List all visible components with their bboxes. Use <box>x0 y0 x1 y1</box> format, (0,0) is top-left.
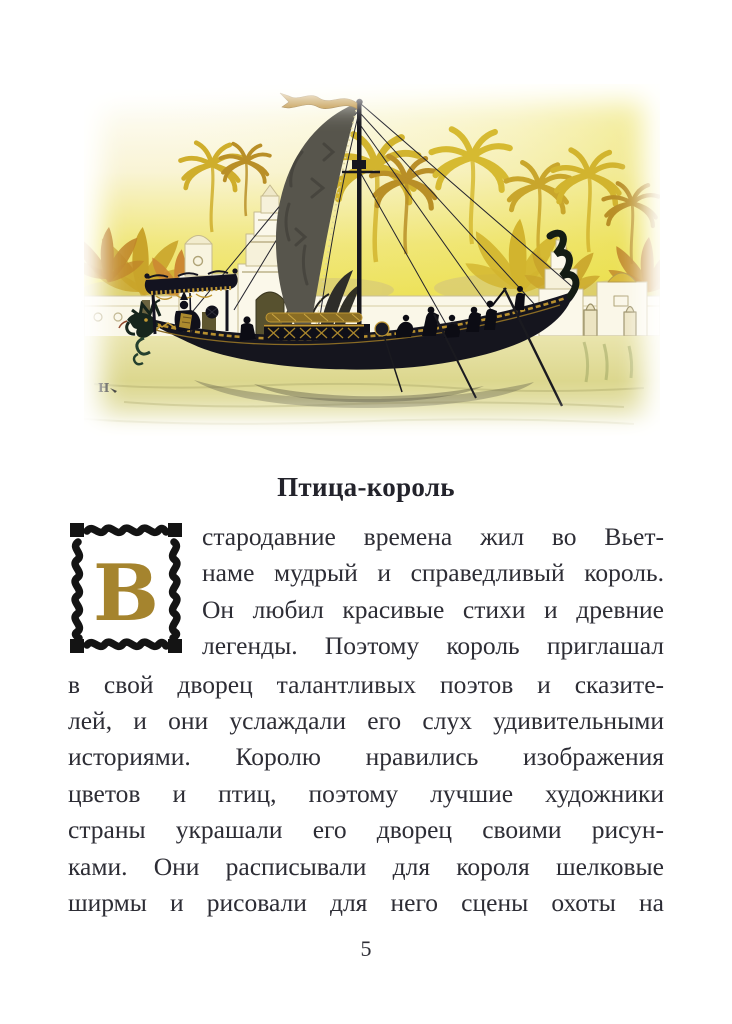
text-line: в свой дворец талантливых поэтов и сказите- <box>68 669 664 699</box>
text-line: лей, и они услаждали его слух удивительными <box>68 705 664 735</box>
text-line: Он любил красивые стихи и древние <box>202 594 664 624</box>
text-line: цветов и птиц, поэтому лучшие художники <box>68 778 664 808</box>
text-line: историями. Королю нравились изображения <box>68 742 664 772</box>
body-text <box>68 519 664 921</box>
svg-text:Н: Н <box>98 381 110 395</box>
drop-cap <box>68 521 184 655</box>
paragraph-lines-beside-dropcap <box>202 519 664 665</box>
drum <box>375 322 389 336</box>
text-line: стародавние времена жил во Вьет- <box>202 522 664 551</box>
text-line: наме мудрый и справедливый король. <box>202 558 664 588</box>
text-line: легенды. Поэтому король приглашал <box>202 631 664 661</box>
boat-illustration <box>84 84 660 436</box>
paragraph-lines-full-width <box>68 667 664 922</box>
text-line: страны украшали его дворец своими рисун- <box>68 815 664 845</box>
text-line: ками. Они расписывали для короля шелковые <box>68 851 664 881</box>
text-line: ширмы и рисовали для него сцены охоты на <box>68 887 664 917</box>
illustration <box>84 84 660 436</box>
page-number: 5 <box>360 936 372 961</box>
chapter-title: Птица-король <box>277 472 455 502</box>
gold-balustrade <box>264 313 364 340</box>
drop-cap-letter: В <box>93 548 159 639</box>
